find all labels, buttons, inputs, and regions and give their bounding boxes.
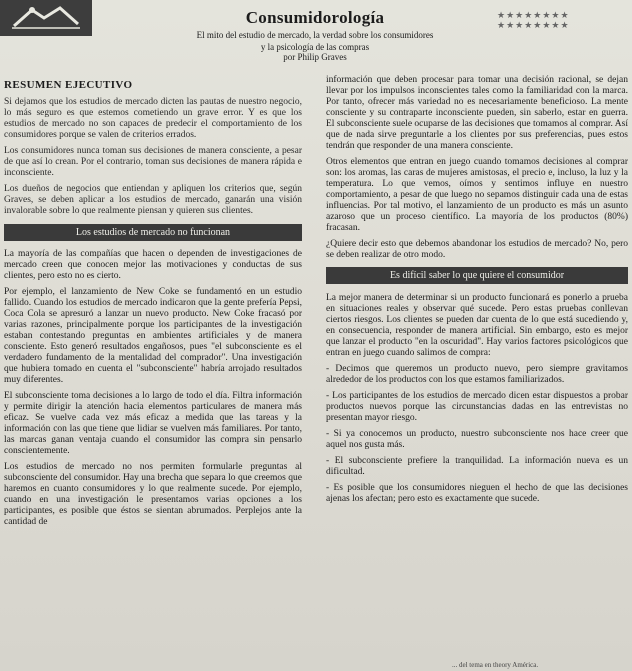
bullet-item: - El subconsciente prefiere la tranquilidad. La información nueva es un dificultad. bbox=[326, 456, 628, 477]
rating-stars-graphic-icon bbox=[497, 2, 629, 10]
book-title: Consumidorología bbox=[245, 8, 385, 27]
book-author: por Philip Graves bbox=[283, 52, 347, 62]
rating-stars-row-1: ★★★★★★★★ bbox=[497, 10, 570, 20]
publisher-logo bbox=[0, 0, 92, 36]
bullet-item: - Los participantes de los estudios de mercado dicen estar dispuestos a probar productos nuevos porque las circunstancias dadas en las entrevistas no presentan mayor riesgo. bbox=[326, 391, 628, 423]
exec-paragraph: Los consumidores nunca toman sus decisiones de manera consciente, a pesar de que así lo crean. Por el contrario, toman sus decisiones de manera rápida e inconsciente. bbox=[4, 146, 302, 178]
book-subtitle-line-1: El mito del estudio de mercado, la verdad sobre los consumidores bbox=[196, 30, 434, 40]
body-paragraph: ¿Quiere decir esto que debemos abandonar los estudios de mercado? No, pero se deben realizar de otro modo. bbox=[326, 239, 628, 260]
executive-summary bbox=[4, 97, 302, 217]
rating-stars-row-2: ★★★★★★★★ bbox=[497, 20, 570, 30]
bullet-item: - Decimos que queremos un producto nuevo, pero siempre gravitamos alrededor de los productos con los que estamos familiarizados. bbox=[326, 364, 628, 385]
body-paragraph: Los estudios de mercado no nos permiten formularle preguntas al subconsciente del consumidor. Hay una brecha que separa lo que creemos que haremos en cuanto consumidores y lo que realmente sucede. Por ejemplo, cuando en una investigación le presentamos varias opciones a los participantes, es posible que éstos se sientan abrumados. Perplejos ante la cantidad de bbox=[4, 462, 302, 527]
footer-caption: ... del tema en theory América. bbox=[452, 661, 539, 669]
right-column bbox=[326, 75, 628, 510]
left-column bbox=[4, 80, 302, 533]
bullet-item: - Es posible que los consumidores nieguen el hecho de que las decisiones ajenas los afectan; pero esto es exactamente que sucede. bbox=[326, 483, 628, 504]
section-heading-band: Los estudios de mercado no funcionan bbox=[4, 224, 302, 241]
logo-graphic-icon bbox=[8, 4, 84, 32]
body-paragraph: La mejor manera de determinar si un producto funcionará es ponerlo a prueba en situaciones reales y observar qué sucede. Pero estas pruebas conllevan ciertos riesgos. Los clientes se pueden dar cuenta de lo que está sucediendo y, en consecuencia, responder de manera artificial. Sin embargo, esto es mejor que lanzar el producto "en la oscuridad". Hay varios factores psicológicos que entran en juego cuando salimos de compra: bbox=[326, 293, 628, 358]
body-paragraph: El subconsciente toma decisiones a lo largo de todo el día. Filtra información y permite dirigir la atención hacia elementos particulares de manera más eficaz. Se vuelve cada vez más eficaz a medida que las tareas y la información con las que tiene que lidiar se vuelven más familiares. Por tanto, las marcas ganan ventaja cuando el consumidor las compra sin pensarlo conscientemente. bbox=[4, 391, 302, 456]
exec-paragraph: Si dejamos que los estudios de mercado dicten las pautas de nuestro negocio, lo más seguro es que estemos cometiendo un grave error. Y es que los estudios de mercado no son capaces de predecir el comportamiento de los consumidores porque se valen de criterios errados. bbox=[4, 97, 302, 140]
body-paragraph: Otros elementos que entran en juego cuando tomamos decisiones al comprar son: los aromas, las caras de mujeres amistosas, el precio e, incluso, la luz y la temperatura. Lo que vemos, oímos y sentimos influye en nuestro comportamiento, a pesar de que luego no sepamos distinguir cada una de estas influencias. Por tal motivo, el lanzamiento de un producto es más un asunto azaroso que un proceso científico. La mayoría de los productos (80%) fracasan. bbox=[326, 157, 628, 233]
body-paragraph: La mayoría de las compañías que hacen o dependen de investigaciones de mercado creen que conocen mejor las motivaciones y conductas de sus clientes, pero esto no es cierto. bbox=[4, 249, 302, 281]
body-paragraph: información que deben procesar para tomar una decisión racional, se dejan llevar por los impulsos inconscientes tales como la familiaridad con la marca. Por tanto, ofrecer más variedad no es necesariamente beneficioso. La mente consciente y su contraparte inconsciente pueden, sin saberlo, estar en guerra. El subconsciente suele ocuparse de las decisiones que tomamos al comprar. Así que de nada sirve preguntarle a los clientes por sus preferencias, pues estos tendrán que responder de una manera consciente. bbox=[326, 75, 628, 151]
book-subtitle-line-2: y la psicología de las compras bbox=[260, 42, 370, 52]
document-header bbox=[150, 8, 480, 62]
rating-decoration bbox=[497, 2, 629, 52]
executive-summary-title: RESUMEN EJECUTIVO bbox=[4, 79, 133, 91]
exec-paragraph: Los dueños de negocios que entiendan y apliquen los criterios que, según Graves, se deben aplicar a los estudios de mercado, ganarán una visión invalorable sobre lo que realmente piensan y quieren sus clientes. bbox=[4, 184, 302, 216]
body-paragraph: Por ejemplo, el lanzamiento de New Coke se fundamentó en un estudio fallido. Cuando los estudios de mercado indicaron que la gente prefería Pepsi, Coca Cola se apresuró a lanzar un nuevo producto. New Coke fracasó por varias razones, principalmente porque los participantes de la investigación estaban contestando preguntas en ambientes artificiales y de manera consciente. Esto generó resultados engañosos, pues "el subconsciente es el verdadero fundamento de la mentalidad del comprador". Una investigación que hubiera tomado en cuenta el "subconsciente" habría arrojado resultados muy diferentes. bbox=[4, 287, 302, 385]
bullet-item: - Si ya conocemos un producto, nuestro subconsciente nos hace creer que aquel nos gusta más. bbox=[326, 429, 628, 450]
section-heading-band: Es difícil saber lo que quiere el consumidor bbox=[326, 267, 628, 284]
